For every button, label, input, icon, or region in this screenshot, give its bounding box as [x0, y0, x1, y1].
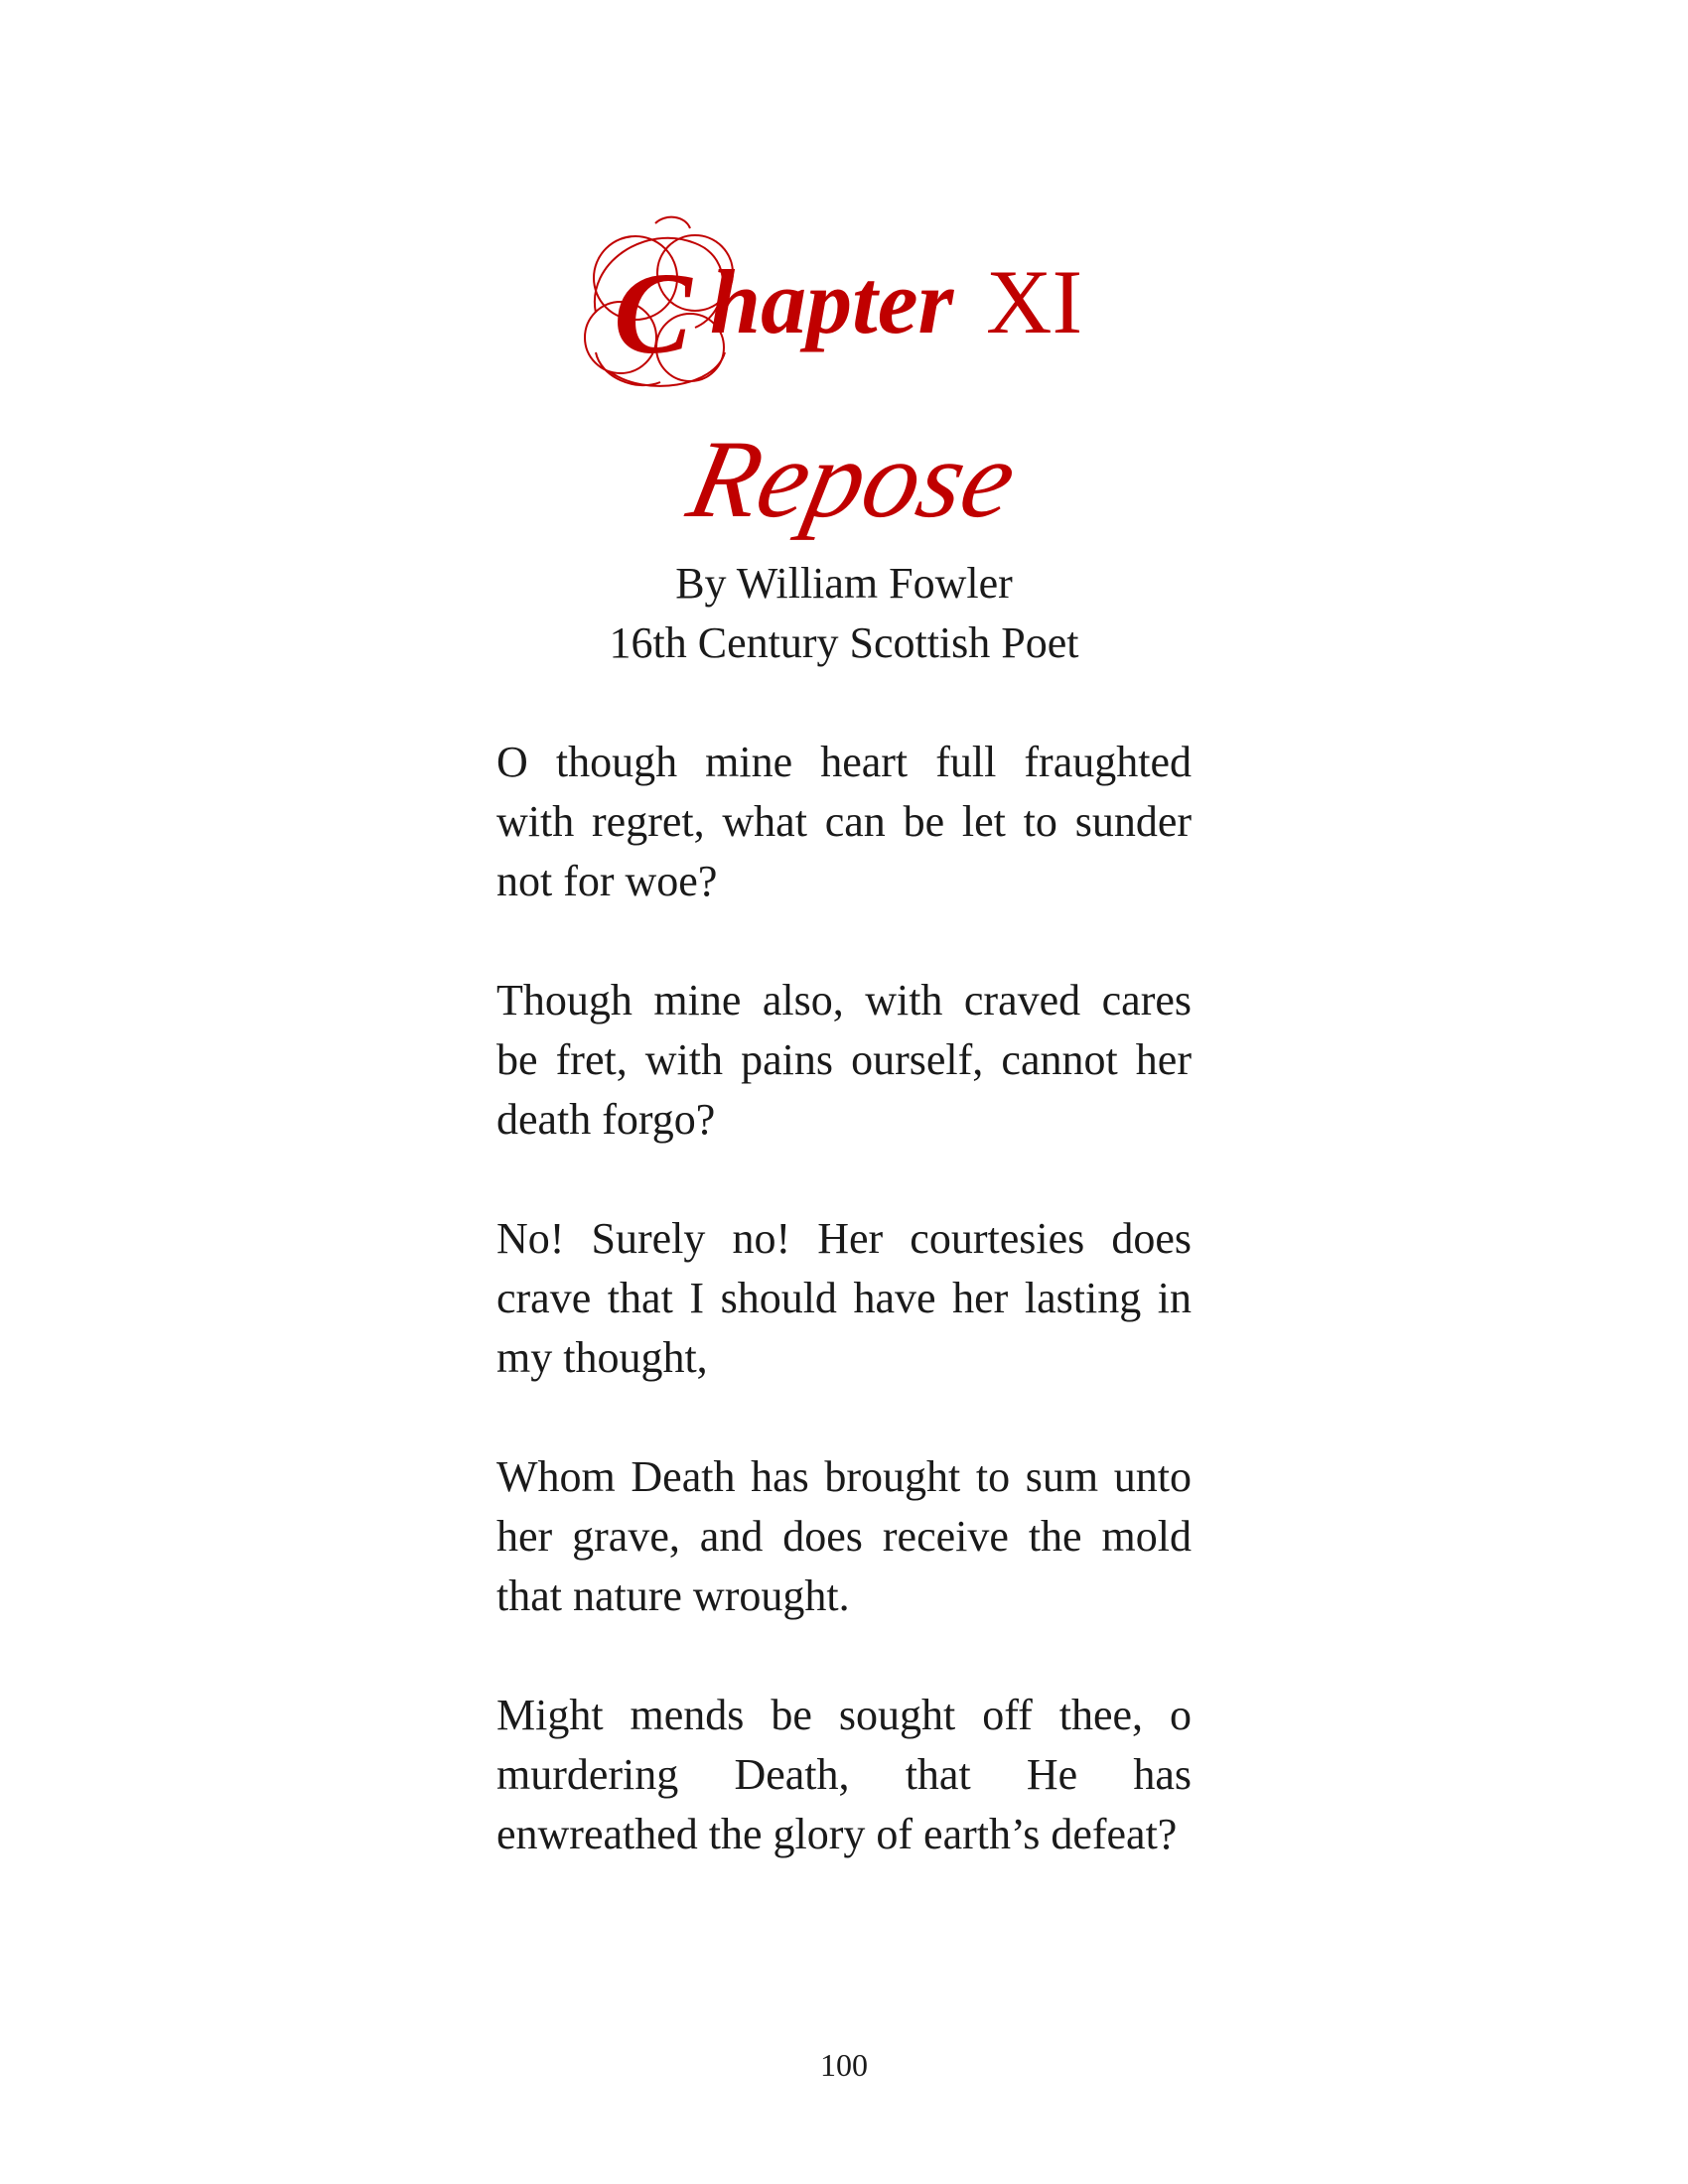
poem-body — [496, 733, 1192, 1864]
stanza-3: No! Surely no! Her courtesies does crave that I should have her lasting in my thought, — [496, 1214, 1192, 1382]
author-description: 16th Century Scottish Poet — [609, 618, 1079, 667]
stanza-5: Might mends be sought off thee, o murdering Death, that He has enwreathed the glory of earth’s defeat? — [496, 1691, 1192, 1858]
stanza-4: Whom Death has brought to sum unto her grave, and does receive the mold that nature wrought. — [496, 1452, 1192, 1620]
byline — [0, 554, 1688, 673]
stanza-1: O though mine heart full fraughted with regret, what can be let to sunder not for woe? — [496, 738, 1192, 905]
poem-title-text: Repose — [678, 418, 1027, 541]
chapter-heading — [0, 204, 1688, 402]
author-line: By William Fowler — [675, 559, 1013, 608]
page-number: 100 — [820, 2047, 868, 2083]
chapter-numeral: XI — [986, 251, 1083, 352]
stanza-2: Though mine also, with craved cares be fret, with pains ourself, cannot her death forgo? — [496, 976, 1192, 1144]
chapter-initial: C — [614, 248, 692, 378]
poem-title — [0, 417, 1688, 556]
chapter-word: hapter — [710, 251, 954, 352]
